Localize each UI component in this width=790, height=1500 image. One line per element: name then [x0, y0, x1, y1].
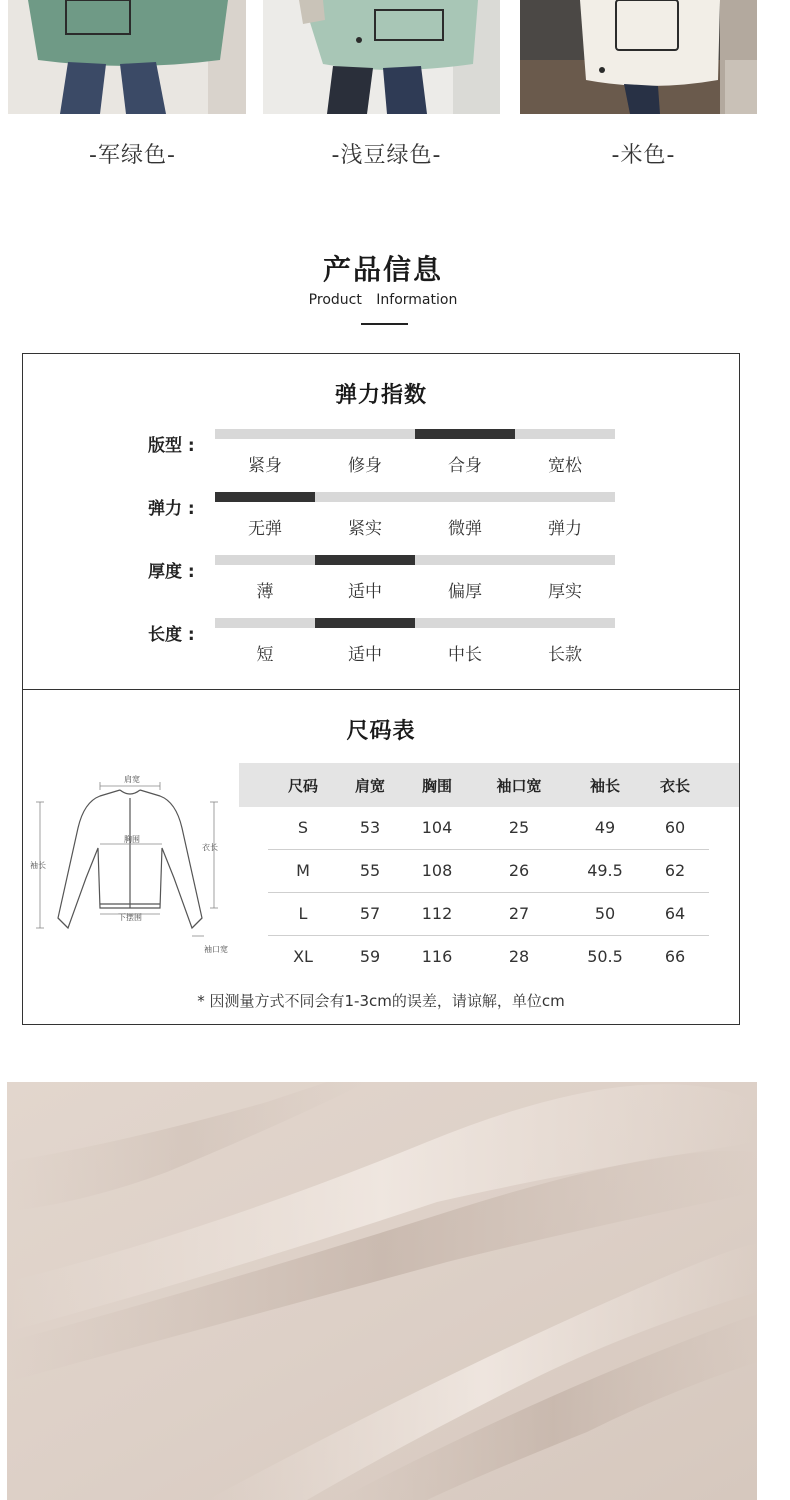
- size-table-cell: 64: [664, 904, 686, 923]
- attr-bar-elasticity: [215, 492, 615, 502]
- sketch-label-chest: 胸围: [124, 835, 140, 844]
- size-table-cell: 108: [421, 861, 453, 880]
- size-table-header-cell: 胸围: [421, 777, 452, 795]
- attr-option: 宽松: [548, 456, 582, 476]
- attr-bar-fit: [215, 429, 615, 439]
- size-table-cell: 49.5: [587, 861, 623, 880]
- size-table-header-cell: 衣长: [659, 777, 690, 795]
- size-table-header-cell: 尺码: [287, 777, 318, 795]
- swatch-army-green: [8, 0, 246, 114]
- size-table-cell: 50: [594, 904, 616, 923]
- elasticity-heading: 弹力指数: [334, 383, 427, 408]
- size-table-cell: 60: [664, 818, 686, 837]
- attr-option: 无弹: [248, 519, 282, 539]
- sketch-label-cuff: 袖口宽: [204, 945, 228, 954]
- attr-option: 紧实: [348, 519, 382, 539]
- size-table-cell: 49: [594, 818, 616, 837]
- size-table-row-divider: [268, 892, 709, 893]
- size-table-header-cell: 袖口宽: [496, 777, 542, 795]
- title-underline: [361, 323, 408, 325]
- sketch-label-hem: 下摆围: [118, 913, 142, 922]
- attr-option: 弹力: [548, 519, 582, 539]
- attr-label-length: 长度 :: [148, 625, 195, 645]
- attr-label-fit: 版型 :: [148, 436, 195, 456]
- sketch-label-shoulder: 肩宽: [124, 775, 140, 784]
- product-info-subtitle: Product Information: [308, 292, 458, 308]
- size-table-header-cell: 肩宽: [354, 777, 385, 795]
- attr-label-elasticity: 弹力 :: [148, 499, 195, 519]
- attr-option: 厚实: [548, 582, 582, 602]
- attr-option: 长款: [548, 645, 582, 665]
- color-label-beige: -米色-: [611, 143, 676, 168]
- attr-option: 微弹: [448, 519, 482, 539]
- size-table-cell: 28: [508, 947, 530, 966]
- attr-option: 修身: [348, 456, 382, 476]
- attr-bar-length: [215, 618, 615, 628]
- size-table-cell: 104: [421, 818, 453, 837]
- size-table-cell: 59: [359, 947, 381, 966]
- box-divider: [22, 689, 740, 690]
- attr-bar-fit-indicator: [415, 429, 515, 439]
- attr-bar-thickness-indicator: [315, 555, 415, 565]
- size-table-cell: XL: [293, 947, 313, 966]
- size-table-cell: 53: [359, 818, 381, 837]
- size-table-cell: 62: [664, 861, 686, 880]
- size-table-cell: 26: [508, 861, 530, 880]
- size-table-cell: M: [296, 861, 310, 880]
- size-chart-heading: 尺码表: [346, 719, 416, 744]
- size-table-cell: S: [297, 818, 309, 837]
- color-label-army-green: -军绿色-: [89, 143, 176, 168]
- size-table-row-divider: [268, 935, 709, 936]
- attr-bar-length-indicator: [315, 618, 415, 628]
- size-table-row-divider: [268, 849, 709, 850]
- attr-option: 薄: [256, 582, 274, 602]
- size-table-cell: 27: [508, 904, 530, 923]
- attr-option: 短: [256, 645, 274, 665]
- size-table-cell: 25: [508, 818, 530, 837]
- jacket-sketch-diagram: [28, 768, 233, 972]
- size-table-cell: 55: [359, 861, 381, 880]
- sketch-label-length: 衣长: [202, 843, 218, 852]
- attr-option: 中长: [448, 645, 482, 665]
- size-table-cell: 57: [359, 904, 381, 923]
- size-table-cell: 50.5: [587, 947, 623, 966]
- size-table-cell: L: [298, 904, 308, 923]
- attr-option: 偏厚: [448, 582, 482, 602]
- sketch-label-sleeve: 袖长: [30, 861, 46, 870]
- attr-option: 适中: [348, 645, 382, 665]
- attr-option: 紧身: [248, 456, 282, 476]
- swatch-beige: [520, 0, 757, 114]
- size-table-cell: 112: [421, 904, 453, 923]
- size-chart-note: * 因测量方式不同会有1-3cm的误差，请谅解，单位cm: [197, 992, 565, 1010]
- size-table-cell: 116: [421, 947, 453, 966]
- attr-label-thickness: 厚度 :: [148, 562, 195, 582]
- attr-bar-thickness: [215, 555, 615, 565]
- attr-bar-elasticity-indicator: [215, 492, 315, 502]
- color-label-light-bean-green: -浅豆绿色-: [331, 143, 442, 168]
- attr-option: 适中: [348, 582, 382, 602]
- fabric-closeup-image: [7, 1082, 757, 1500]
- size-table-header-cell: 袖长: [589, 777, 620, 795]
- attr-option: 合身: [448, 456, 482, 476]
- product-info-title: 产品信息: [322, 253, 443, 286]
- swatch-light-bean-green: [263, 0, 500, 114]
- size-table-cell: 66: [664, 947, 686, 966]
